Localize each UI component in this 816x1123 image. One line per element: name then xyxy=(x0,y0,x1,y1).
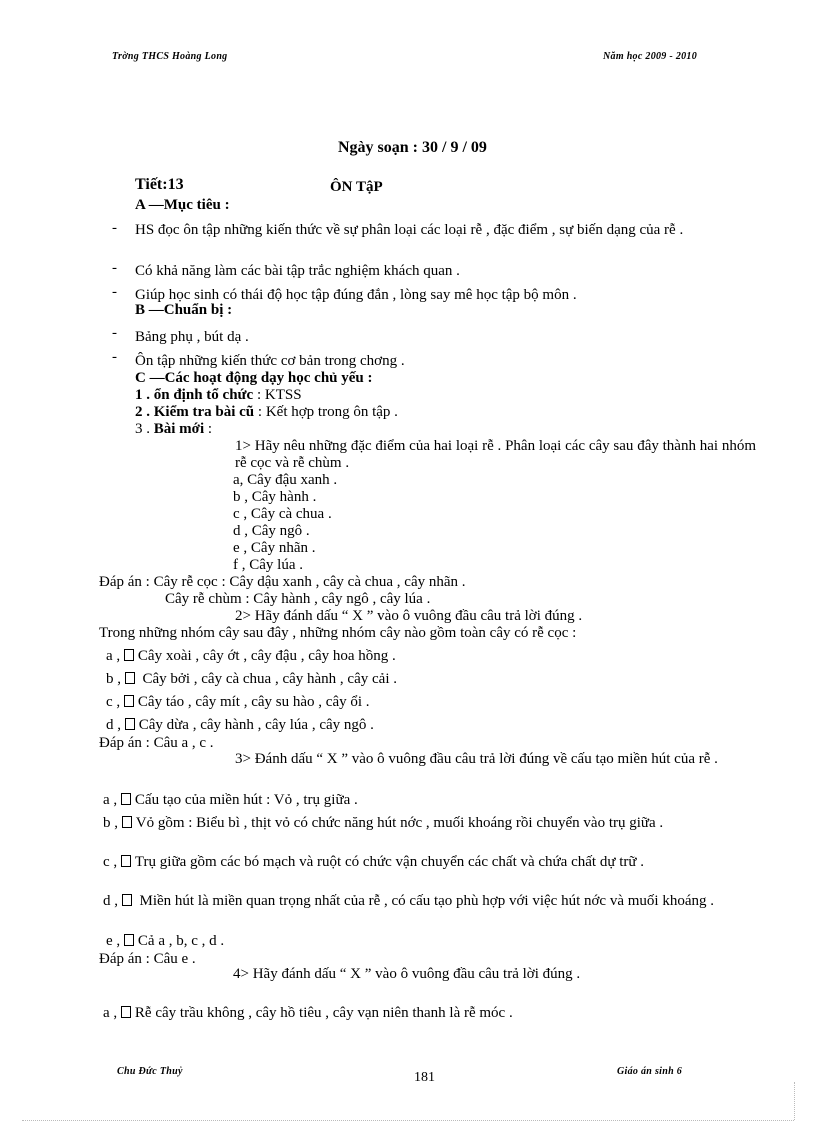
q3-option-b xyxy=(99,815,756,832)
option-letter: a , xyxy=(106,648,124,664)
checkbox[interactable] xyxy=(124,934,134,946)
q3-option-c xyxy=(99,854,756,871)
q4-option-a xyxy=(103,1005,513,1022)
q1-answer: Đáp án : Cây rễ cọc : Cây dậu xanh , cây cà chua , cây nhãn . xyxy=(99,574,466,590)
step-3-title: Bài mới xyxy=(153,421,205,437)
lesson-number: Tiết:13 xyxy=(135,176,184,193)
checkbox[interactable] xyxy=(125,718,135,730)
prep-item: Bảng phụ , bút dạ . xyxy=(135,329,249,345)
q3-option-d xyxy=(99,893,756,910)
checkbox[interactable] xyxy=(121,793,131,805)
bullet-dash: - xyxy=(112,349,117,365)
question-4-prompt: 4> Hãy đánh dấu “ X ” vào ô vuông đầu câu trả lời đúng . xyxy=(233,966,581,982)
checkbox[interactable] xyxy=(122,894,132,906)
q3-option-a xyxy=(103,792,358,809)
step-3-text: : xyxy=(204,421,213,437)
q1-item: e , Cây nhãn . xyxy=(233,540,316,556)
option-text: Rễ cây trầu không , cây hồ tiêu , cây vạn niên thanh là rễ móc . xyxy=(134,1005,513,1021)
option-letter: a , xyxy=(103,1005,121,1021)
question-1-prompt xyxy=(235,438,756,472)
date-value: 30 / 9 / 09 xyxy=(422,139,487,156)
option-text: Cây táo , cây mít , cây su hào , cây ổi . xyxy=(137,694,370,710)
date-label: Ngày soạn : xyxy=(338,139,419,156)
step-1-title: 1 . ổn định tổ chức xyxy=(135,387,254,403)
option-text: Cây dừa , cây hành , cây lúa , cây ngô . xyxy=(138,717,374,733)
q2-option-d xyxy=(106,717,374,734)
option-letter: c , xyxy=(103,854,121,870)
date-line xyxy=(338,139,487,156)
section-b-heading: B —Chuẩn bị : xyxy=(135,302,233,318)
q1-item: c , Cây cà chua . xyxy=(233,506,332,522)
footer-book: Giáo án sinh 6 xyxy=(617,1066,683,1077)
question-3-prompt: 3> Đánh dấu “ X ” vào ô vuông đầu câu trả lời đúng về cấu tạo miền hút của rễ . xyxy=(235,751,718,767)
checkbox[interactable] xyxy=(121,1006,131,1018)
section-c-heading: C —Các hoạt động dạy học chủ yếu : xyxy=(135,370,373,386)
q3-option-e xyxy=(106,933,224,950)
header-year: Năm học 2009 - 2010 xyxy=(603,51,698,62)
page-edge-line xyxy=(22,1120,794,1121)
checkbox[interactable] xyxy=(121,855,131,867)
step-1 xyxy=(135,387,302,404)
question-2-intro: Trong những nhóm cây sau đây , những nhóm cây nào gồm toàn cây có rễ cọc : xyxy=(99,625,577,641)
q1-item: b , Cây hành . xyxy=(233,489,317,505)
option-letter: c , xyxy=(106,694,124,710)
bullet-dash: - xyxy=(112,284,117,300)
q2-option-a xyxy=(106,648,396,665)
q3-answer: Đáp án : Câu e . xyxy=(99,951,196,967)
checkbox[interactable] xyxy=(122,816,132,828)
step-3 xyxy=(135,421,212,438)
q1-item: a, Cây đậu xanh . xyxy=(233,472,338,488)
page-edge-line-vertical xyxy=(794,1082,795,1120)
step-2-title: 2 . Kiểm tra bài cũ xyxy=(135,404,255,420)
option-text: Vỏ gồm : Biểu bì , thịt vỏ có chức năng hút nớc , muối khoáng rồi chuyển vào trụ giữa . xyxy=(135,815,664,831)
q2-answer: Đáp án : Câu a , c . xyxy=(99,735,214,751)
step-2-text: : Kết hợp trong ôn tập . xyxy=(254,404,398,420)
checkbox[interactable] xyxy=(124,695,134,707)
objective-item: HS đọc ôn tập những kiến thức về sự phân loại các loại rễ , đặc điểm , sự biến dạng của rễ . xyxy=(135,222,684,238)
option-text: Cây xoài , cây ớt , cây đậu , cây hoa hồng . xyxy=(137,648,396,664)
q1-item: f , Cây lúa . xyxy=(233,557,303,573)
prep-item: Ôn tập những kiến thức cơ bản trong chơng . xyxy=(135,353,405,369)
q2-option-b xyxy=(106,671,397,688)
page-number: 181 xyxy=(414,1070,435,1085)
option-letter: e , xyxy=(106,933,124,949)
q1-item: d , Cây ngô . xyxy=(233,523,310,539)
bullet-dash: - xyxy=(112,325,117,341)
option-text: Cả a , b, c , d . xyxy=(137,933,225,949)
section-a-heading: A —Mục tiêu : xyxy=(135,197,230,213)
option-letter: a , xyxy=(103,792,121,808)
option-text: Cấu tạo của miền hút : Vỏ , trụ giữa . xyxy=(134,792,358,808)
checkbox[interactable] xyxy=(124,649,134,661)
q2-option-c xyxy=(106,694,370,711)
question-2-prompt: 2> Hãy đánh dấu “ X ” vào ô vuông đầu câu trả lời đúng . xyxy=(235,608,583,624)
step-3-number: 3 . xyxy=(135,421,154,437)
lesson-title: ÔN TậP xyxy=(330,179,383,195)
option-letter: b , xyxy=(103,815,122,831)
question-1-text: 1> Hãy nêu những đặc điểm của hai loại rễ . Phân loại các cây sau đây thành hai nhóm rễ cọc và rễ chùm . xyxy=(235,438,756,471)
option-text: Miền hút là miền quan trọng nhất của rễ , có cấu tạo phù hợp với việc hút nớc và muối khoáng . xyxy=(135,893,714,909)
option-text: Cây bởi , cây cà chua , cây hành , cây cải . xyxy=(138,671,397,687)
checkbox[interactable] xyxy=(125,672,135,684)
footer-author: Chu Đức Thuỷ xyxy=(117,1066,183,1077)
option-text: Trụ giữa gồm các bó mạch và ruột có chức vận chuyển các chất và chứa chất dự trữ . xyxy=(134,854,644,870)
option-letter: d , xyxy=(106,717,125,733)
step-2 xyxy=(135,404,398,421)
bullet-dash: - xyxy=(112,220,117,236)
option-letter: d , xyxy=(103,893,122,909)
q1-answer-2: Cây rễ chùm : Cây hành , cây ngô , cây lúa . xyxy=(165,591,431,607)
step-1-text: : KTSS xyxy=(253,387,302,403)
bullet-dash: - xyxy=(112,260,117,276)
header-school: Trờng THCS Hoàng Long xyxy=(112,51,228,62)
objective-item: Có khả năng làm các bài tập trắc nghiệm khách quan . xyxy=(135,263,460,279)
objective-item: Giúp học sinh có thái độ học tập đúng đắn , lòng say mê học tập bộ môn . xyxy=(135,287,577,303)
option-letter: b , xyxy=(106,671,125,687)
